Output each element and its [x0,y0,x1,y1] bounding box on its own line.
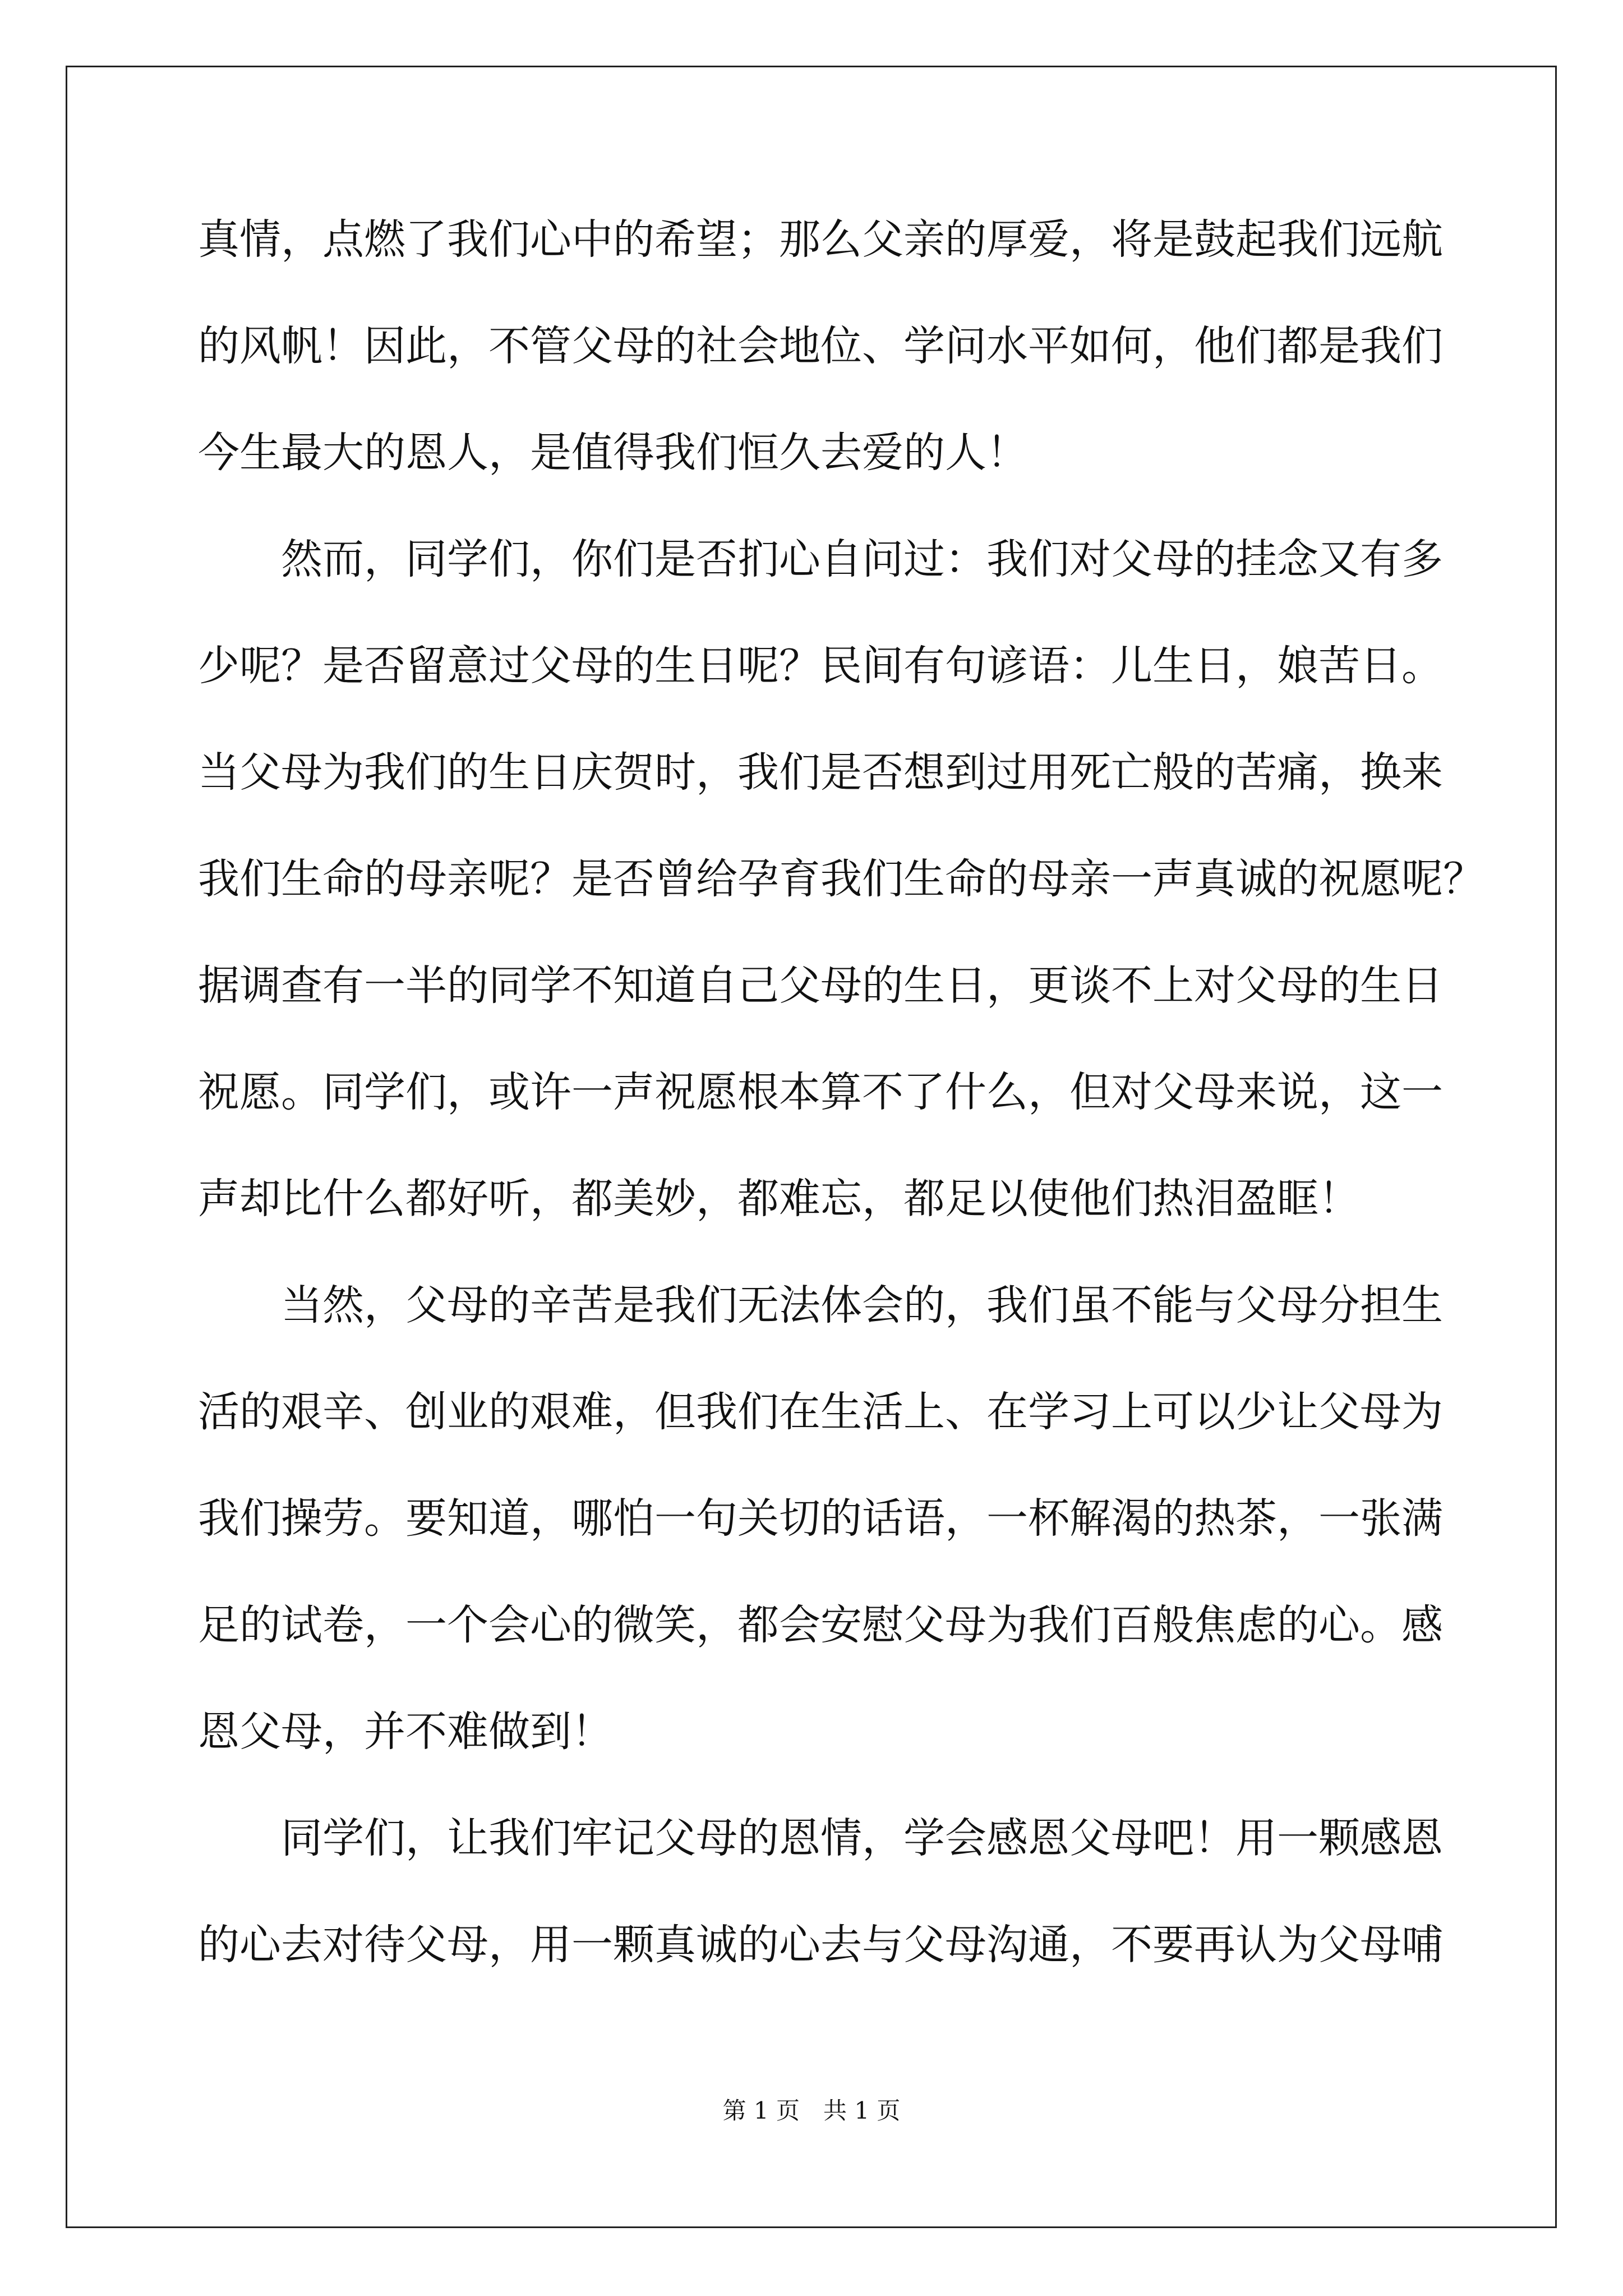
paragraph-first-line: 然而，同学们，你们是否扪心自问过：我们对父母的挂念又有多 [281,535,1443,583]
text-line: 我们生命的母亲呢？是否曾给孕育我们生命的母亲一声真诚的祝愿呢？ [198,855,1484,903]
text-line: 的风帆！因此，不管父母的社会地位、学问水平如何，他们都是我们 [198,322,1443,370]
text-line: 活的艰辛、创业的艰难，但我们在生活上、在学习上可以少让父母为 [198,1388,1443,1436]
text-line: 的心去对待父母，用一颗真诚的心去与父母沟通，不要再认为父母哺 [198,1921,1443,1969]
paragraph-first-line: 同学们，让我们牢记父母的恩情，学会感恩父母吧！用一颗感恩 [281,1814,1443,1862]
page-number-footer: 第 1 页 共 1 页 [722,2097,901,2124]
text-line: 当父母为我们的生日庆贺时，我们是否想到过用死亡般的苦痛，换来 [198,748,1443,797]
text-line: 足的试卷，一个会心的微笑，都会安慰父母为我们百般焦虑的心。感 [198,1601,1443,1649]
document-body [198,213,1484,2025]
text-line: 今生最大的恩人，是值得我们恒久去爱的人！ [198,429,1028,477]
text-line: 我们操劳。要知道，哪怕一句关切的话语，一杯解渴的热茶，一张满 [198,1494,1443,1543]
paragraph-first-line: 当然，父母的辛苦是我们无法体会的，我们虽不能与父母分担生 [281,1281,1443,1329]
text-line: 祝愿。同学们，或许一声祝愿根本算不了什么，但对父母来说，这一 [198,1068,1443,1116]
text-line: 恩父母，并不难做到！ [198,1708,613,1756]
text-line: 真情，点燃了我们心中的希望；那么父亲的厚爱，将是鼓起我们远航 [198,215,1443,264]
text-line: 少呢？是否留意过父母的生日呢？民间有句谚语：儿生日，娘苦日。 [198,642,1443,690]
text-line: 声却比什么都好听，都美妙，都难忘，都足以使他们热泪盈眶！ [198,1175,1360,1223]
text-line: 据调查有一半的同学不知道自己父母的生日，更谈不上对父母的生日 [198,961,1443,1010]
